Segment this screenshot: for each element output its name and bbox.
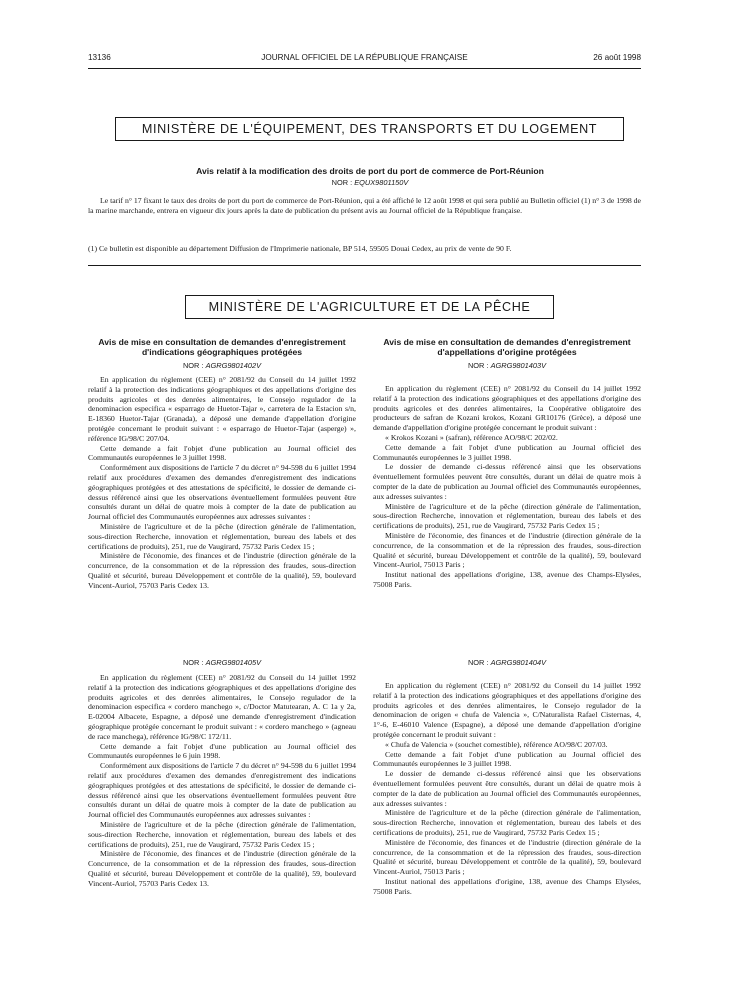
paragraph: Ministère de l'économie, des finances et de l'industrie (direction générale de la Concurrence, de la consommation et de la répression des fraudes, sous-direction Qualité et sécurité, bureau Développement et contrôle de la qualité), 59, boulevard Vincent-Auriol, 75703 Paris Cedex 13. bbox=[88, 849, 356, 888]
footnote-text: (1) Ce bulletin est disponible au département Diffusion de l'Imprimerie nationale, BP 514, 59505 Douai Cedex, au prix de vente de 90 F. bbox=[88, 244, 512, 253]
avis-body-port-reunion bbox=[88, 196, 641, 216]
page-number: 13136 bbox=[88, 53, 111, 62]
issue-date: 26 août 1998 bbox=[593, 53, 641, 62]
nor-line bbox=[88, 361, 356, 371]
ministry-heading-agriculture: MINISTÈRE DE L'AGRICULTURE ET DE LA PÊCHE bbox=[185, 295, 554, 319]
notice-body-huetor-tajar bbox=[88, 375, 356, 591]
nor-label: NOR : bbox=[467, 361, 489, 370]
nor-reference: EQUX9801150V bbox=[354, 178, 409, 187]
paragraph: Ministère de l'économie, des finances et de l'industrie (direction générale de la concurrence, de la consommation et de la répression des fraudes, sous-direction Qualité et sécurité, bureau Développement et contrôle de la qualité), 59, boulevard Vincent-Auriol, 75013 Paris ; bbox=[373, 837, 641, 877]
nor-line bbox=[88, 658, 356, 668]
header-rule bbox=[88, 68, 641, 69]
section-rule bbox=[88, 265, 641, 266]
paragraph: En application du règlement (CEE) n° 2081/92 du Conseil du 14 juillet 1992 relatif à la protection des indications géographiques et des appellations d'origine des produits agricoles et des denrées alimentaires, le Consejo regulador de la denominacion especifica « esparrago de Huetor-Tajar », carretera de la Estacion s/n, E-18360 Huetor-Tajar (Granada), a déposé une demande d'appellation d'origine protégée concernant le produit suivant : « esparrago de Huetor-Tajar (asperge) », référence IG/98/C 207/04. bbox=[88, 375, 356, 443]
paragraph: Institut national des appellations d'origine, 138, avenue des Champs-Elysées, 75008 Paris. bbox=[373, 570, 641, 589]
nor-line bbox=[120, 178, 620, 188]
paragraph: Le dossier de demande ci-dessus référencé ainsi que les observations éventuellement formulées peuvent être consultés, durant un délai de quatre mois à compter de la date de publication au Journal officiel des Communautés européennes, aux adresses suivantes : bbox=[373, 462, 641, 501]
notice-body-cordero-manchego bbox=[88, 673, 356, 889]
paragraph: En application du règlement (CEE) n° 2081/92 du Conseil du 14 juillet 1992 relatif à la protection des indications géographiques et des appellations d'origine des produits agricoles et des denrées alimentaires, la Coopérative obligatoire des producteurs de safran de Kozani krokos, Kozani GR10176 (Grèce), a déposé une demande d'appellation d'origine protégée concernant le produit suivant : bbox=[373, 384, 641, 433]
notice-body-chufa-valencia bbox=[373, 681, 641, 897]
journal-title: JOURNAL OFFICIEL DE LA RÉPUBLIQUE FRANÇAISE bbox=[261, 53, 468, 62]
nor-line bbox=[373, 658, 641, 668]
nor-line bbox=[373, 361, 641, 371]
nor-label: NOR : bbox=[467, 658, 489, 667]
nor-reference: AGRG9801404V bbox=[490, 658, 547, 667]
notice-body-krokos-kozani bbox=[373, 384, 641, 590]
nor-label: NOR : bbox=[331, 178, 353, 187]
paragraph: En application du règlement (CEE) n° 2081/92 du Conseil du 14 juillet 1992 relatif à la protection des indications géographiques et des appellations d'origine des produits agricoles et des denrées alimentaires, le Consejo regulador de la denominacion especifica « cordero manchego », c/Doctor Matutearan, A. C 1a y 2a, E-02004 Albacete, Espagne, a déposé une demande d'enregistrement d'indication géographique protégée concernant le produit suivant : « cordero manchego » (agneau de race manchega), référence IG/98/C 172/11. bbox=[88, 673, 356, 741]
paragraph: Ministère de l'économie, des finances et de l'industrie (direction générale de la concurrence, de la consommation et de la répression des fraudes, sous-direction Qualité et sécurité, bureau Développement et contrôle de la qualité), 59, boulevard Vincent-Auriol, 75013 Paris ; bbox=[373, 530, 641, 570]
avis-title-port-reunion: Avis relatif à la modification des droits de port du port de commerce de Port-Réunion bbox=[196, 166, 544, 176]
paragraph: Cette demande a fait l'objet d'une publication au Journal officiel des Communautés européennes le 6 juin 1998. bbox=[88, 741, 356, 761]
paragraph: « Chufa de Valencia » (souchet comestible), référence AO/98/C 207/03. bbox=[385, 739, 608, 749]
paragraph: Cette demande a fait l'objet d'une publication au Journal officiel des Communautés européennes le 3 juillet 1998. bbox=[88, 443, 356, 463]
paragraph: Ministère de l'agriculture et de la pêche (direction générale de l'alimentation, sous-direction Recherche, innovation et réglementation, bureau des labels et des certifications de produits), 251, rue de Vaugirard, 75732 Paris Cedex 15 ; bbox=[373, 808, 641, 837]
paragraph: Ministère de l'agriculture et de la pêche (direction générale de l'alimentation, sous-direction Recherche, innovation et réglementation, bureau des labels et des certifications de produits), 251, rue de Vaugirard, 75732 Paris Cedex 15 ; bbox=[88, 521, 356, 551]
nor-label: NOR : bbox=[182, 361, 204, 370]
paragraph: Conformément aux dispositions de l'article 7 du décret n° 94-598 du 6 juillet 1994 relatif aux procédures d'examen des demandes d'enregistrement des indications géographiques protégées et des attestations de spécificité, le dossier de demande ci-dessus référencé ainsi que les observations éventuellement formulées peuvent être consultés durant un délai de quatre mois à compter de la date de publication au Journal officiel des Communautés européennes aux adresses suivantes : bbox=[88, 463, 356, 522]
nor-label: NOR : bbox=[182, 658, 204, 667]
avis-title-aop: Avis de mise en consultation de demandes d'enregistrement d'appellations d'origine protégées bbox=[383, 337, 631, 357]
ministry-heading-equipement: MINISTÈRE DE L'ÉQUIPEMENT, DES TRANSPORTS ET DU LOGEMENT bbox=[115, 117, 624, 141]
avis-title-igp: Avis de mise en consultation de demandes d'enregistrement d'indications géographiques protégées bbox=[98, 337, 346, 357]
paragraph: Le dossier de demande ci-dessus référencé ainsi que les observations éventuellement formulées peuvent être consultés, durant un délai de quatre mois à compter de la date de publication au Journal officiel des Communautés européennes, aux adresses suivantes : bbox=[373, 769, 641, 808]
paragraph: Le tarif n° 17 fixant le taux des droits de port du port de commerce de Port-Réunion, qui a été affiché le 12 août 1998 et qui sera publié au Bulletin officiel (1) n° 3 de 1998 de la marine marchande, entrera en vigueur dix jours après la date de publication du présent avis au Journal officiel de la République française. bbox=[88, 196, 641, 215]
nor-reference: AGRG9801405V bbox=[205, 658, 262, 667]
running-head bbox=[88, 53, 641, 67]
paragraph: Ministère de l'agriculture et de la pêche (direction générale de l'alimentation, sous-direction Recherche, innovation et réglementation, bureau des labels et des certifications de produits), 251, rue de Vaugirard, 75732 Paris Cedex 15 ; bbox=[373, 501, 641, 531]
paragraph: Cette demande a fait l'objet d'une publication au Journal officiel des Communautés européennes le 3 juillet 1998. bbox=[373, 749, 641, 769]
paragraph: Institut national des appellations d'origine, 138, avenue des Champs Elysées, 75008 Paris. bbox=[373, 876, 641, 896]
nor-reference: AGRG9801402V bbox=[205, 361, 262, 370]
paragraph: « Krokos Kozani » (safran), référence AO/98/C 202/02. bbox=[385, 432, 558, 442]
paragraph: En application du règlement (CEE) n° 2081/92 du Conseil du 14 juillet 1992 relatif à la protection des indications géographiques et des appellations d'origine des produits agricoles et des denrées alimentaires, le Consejo regulador de la denominacion de origen « chufa de Valencia », C/Naturalista Rafael Cisternas, 4, 1°-6, E-46010 Valence (Espagne), a déposé une demande d'appellation d'origine protégée concernant le produit suivant : bbox=[373, 681, 641, 739]
nor-reference: AGRG9801403V bbox=[490, 361, 547, 370]
footnote bbox=[88, 244, 641, 254]
paragraph: Ministère de l'économie, des finances et de l'industrie (direction générale de la concurrence, de la consommation et de la répression des fraudes, sous-direction Qualité et sécurité, bureau Développement et contrôle de la qualité), 59, boulevard Vincent-Auriol, 75703 Paris Cedex 13. bbox=[88, 551, 356, 590]
paragraph: Cette demande a fait l'objet d'une publication au Journal officiel des Communautés européennes le 3 juillet 1998. bbox=[373, 442, 641, 462]
paragraph: Conformément aux dispositions de l'article 7 du décret n° 94-598 du 6 juillet 1994 relatif aux procédures d'examen des demandes d'enregistrement des indications géographiques protégées et des attestations de spécificité, le dossier de demande ci-dessus référencé ainsi que les observations éventuellement formulées peuvent être consultés durant un délai de quatre mois à compter de la date de publication au Journal officiel des Communautés européennes aux adresses suivantes : bbox=[88, 761, 356, 820]
paragraph: Ministère de l'agriculture et de la pêche (direction générale de l'alimentation, sous-direction Recherche, innovation et réglementation, bureau des labels et des certifications de produits), 251, rue de Vaugirard, 75732 Paris Cedex 15 ; bbox=[88, 819, 356, 849]
